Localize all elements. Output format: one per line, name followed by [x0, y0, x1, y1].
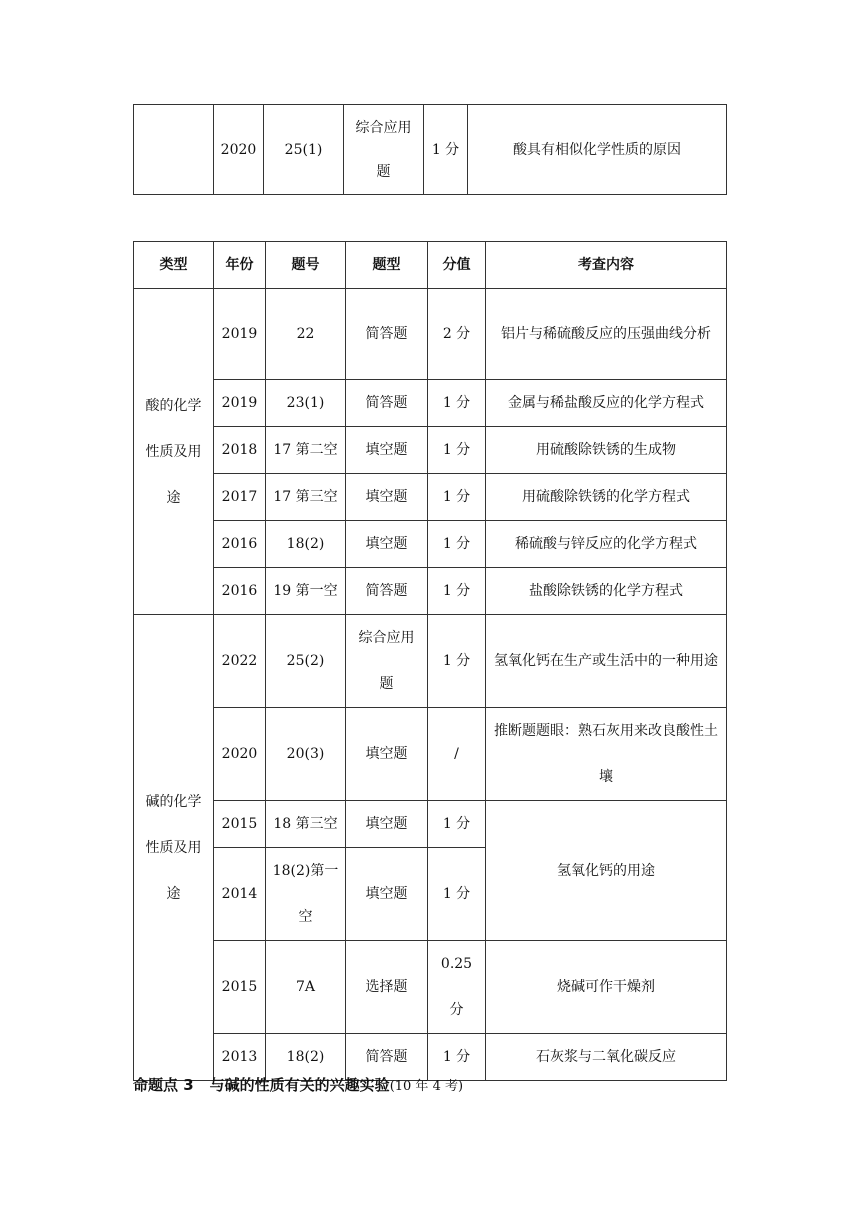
table-row: [134, 380, 727, 427]
year-cell: 2022: [214, 615, 266, 708]
year-cell: 2017: [214, 474, 266, 521]
question-type-cell: 简答题: [346, 568, 428, 615]
year-cell: 2015: [214, 801, 266, 848]
table-row: [134, 615, 727, 708]
score-cell: 1 分: [428, 380, 486, 427]
question-type-cell: 填空题: [346, 708, 428, 801]
main-table: [133, 241, 727, 1081]
score-cell: /: [428, 708, 486, 801]
header-number: 题号: [266, 242, 346, 289]
score-cell: 1 分: [428, 427, 486, 474]
table-row: [134, 289, 727, 380]
question-number-cell: 22: [266, 289, 346, 380]
section-title: 与碱的性质有关的兴趣实验: [209, 1076, 390, 1094]
header-kind: 题型: [346, 242, 428, 289]
content-cell: 用硫酸除铁锈的化学方程式: [486, 474, 727, 521]
section-note: (10 年 4 考): [389, 1079, 464, 1094]
content-cell: 金属与稀盐酸反应的化学方程式: [486, 380, 727, 427]
header-year: 年份: [214, 242, 266, 289]
score-cell: 1 分: [428, 568, 486, 615]
question-type-cell: 填空题: [346, 474, 428, 521]
content-cell: 推断题题眼：熟石灰用来改良酸性土壤: [486, 708, 727, 801]
score-cell: 2 分: [428, 289, 486, 380]
content-cell: 氢氧化钙在生产或生活中的一种用途: [486, 615, 727, 708]
question-number-cell: 23(1): [266, 380, 346, 427]
year-cell: 2014: [214, 848, 266, 941]
year-cell: 2019: [214, 380, 266, 427]
table-row: [134, 568, 727, 615]
header-row: [134, 242, 727, 289]
question-number-cell: 18(2): [266, 1034, 346, 1081]
question-number-cell: 17 第二空: [266, 427, 346, 474]
question-number-cell: 25(2): [266, 615, 346, 708]
question-type-cell: 填空题: [346, 521, 428, 568]
year-cell: 2019: [214, 289, 266, 380]
score-cell: 0.25 分: [428, 941, 486, 1034]
question-type-cell: 填空题: [346, 801, 428, 848]
score-cell: 1 分: [428, 801, 486, 848]
score-cell: 1 分: [428, 848, 486, 941]
content-cell: 用硫酸除铁锈的生成物: [486, 427, 727, 474]
year-cell: 2018: [214, 427, 266, 474]
section-number: 命题点 3: [133, 1076, 194, 1094]
score-cell: 1 分: [428, 615, 486, 708]
year-cell: 2020: [214, 105, 264, 195]
question-number-cell: 19 第一空: [266, 568, 346, 615]
score-cell: 1 分: [428, 521, 486, 568]
score-cell: 1 分: [428, 1034, 486, 1081]
question-type-cell: 综合应用题: [344, 105, 424, 195]
year-cell: 2015: [214, 941, 266, 1034]
table-row: [134, 521, 727, 568]
content-cell: 酸具有相似化学性质的原因: [468, 105, 727, 195]
question-type-cell: 填空题: [346, 848, 428, 941]
section-heading: [133, 1074, 463, 1095]
year-cell: 2016: [214, 521, 266, 568]
table-row: [134, 105, 727, 195]
table-row: [134, 474, 727, 521]
question-type-cell: 填空题: [346, 427, 428, 474]
content-cell: 烧碱可作干燥剂: [486, 941, 727, 1034]
year-cell: 2013: [214, 1034, 266, 1081]
top-table: [133, 104, 727, 195]
group-cell-base: 碱的化学性质及用途: [134, 615, 214, 1081]
question-number-cell: 25(1): [264, 105, 344, 195]
score-cell: 1 分: [428, 474, 486, 521]
question-type-cell: 简答题: [346, 289, 428, 380]
table-row: [134, 801, 727, 848]
content-cell: 稀硫酸与锌反应的化学方程式: [486, 521, 727, 568]
table-row: [134, 427, 727, 474]
type-cell: [134, 105, 214, 195]
content-cell: 氢氧化钙的用途: [486, 801, 727, 941]
header-type: 类型: [134, 242, 214, 289]
question-number-cell: 18(2)第一空: [266, 848, 346, 941]
question-type-cell: 简答题: [346, 380, 428, 427]
question-number-cell: 20(3): [266, 708, 346, 801]
group-cell-acid: 酸的化学性质及用途: [134, 289, 214, 615]
content-cell: 盐酸除铁锈的化学方程式: [486, 568, 727, 615]
header-score: 分值: [428, 242, 486, 289]
table-row: [134, 941, 727, 1034]
content-cell: 铝片与稀硫酸反应的压强曲线分析: [486, 289, 727, 380]
table-row: [134, 708, 727, 801]
score-cell: 1 分: [424, 105, 468, 195]
year-cell: 2016: [214, 568, 266, 615]
question-number-cell: 18 第三空: [266, 801, 346, 848]
header-content: 考查内容: [486, 242, 727, 289]
question-type-cell: 综合应用题: [346, 615, 428, 708]
question-type-cell: 选择题: [346, 941, 428, 1034]
content-cell: 石灰浆与二氧化碳反应: [486, 1034, 727, 1081]
question-number-cell: 18(2): [266, 521, 346, 568]
year-cell: 2020: [214, 708, 266, 801]
question-number-cell: 17 第三空: [266, 474, 346, 521]
question-number-cell: 7A: [266, 941, 346, 1034]
question-type-cell: 简答题: [346, 1034, 428, 1081]
